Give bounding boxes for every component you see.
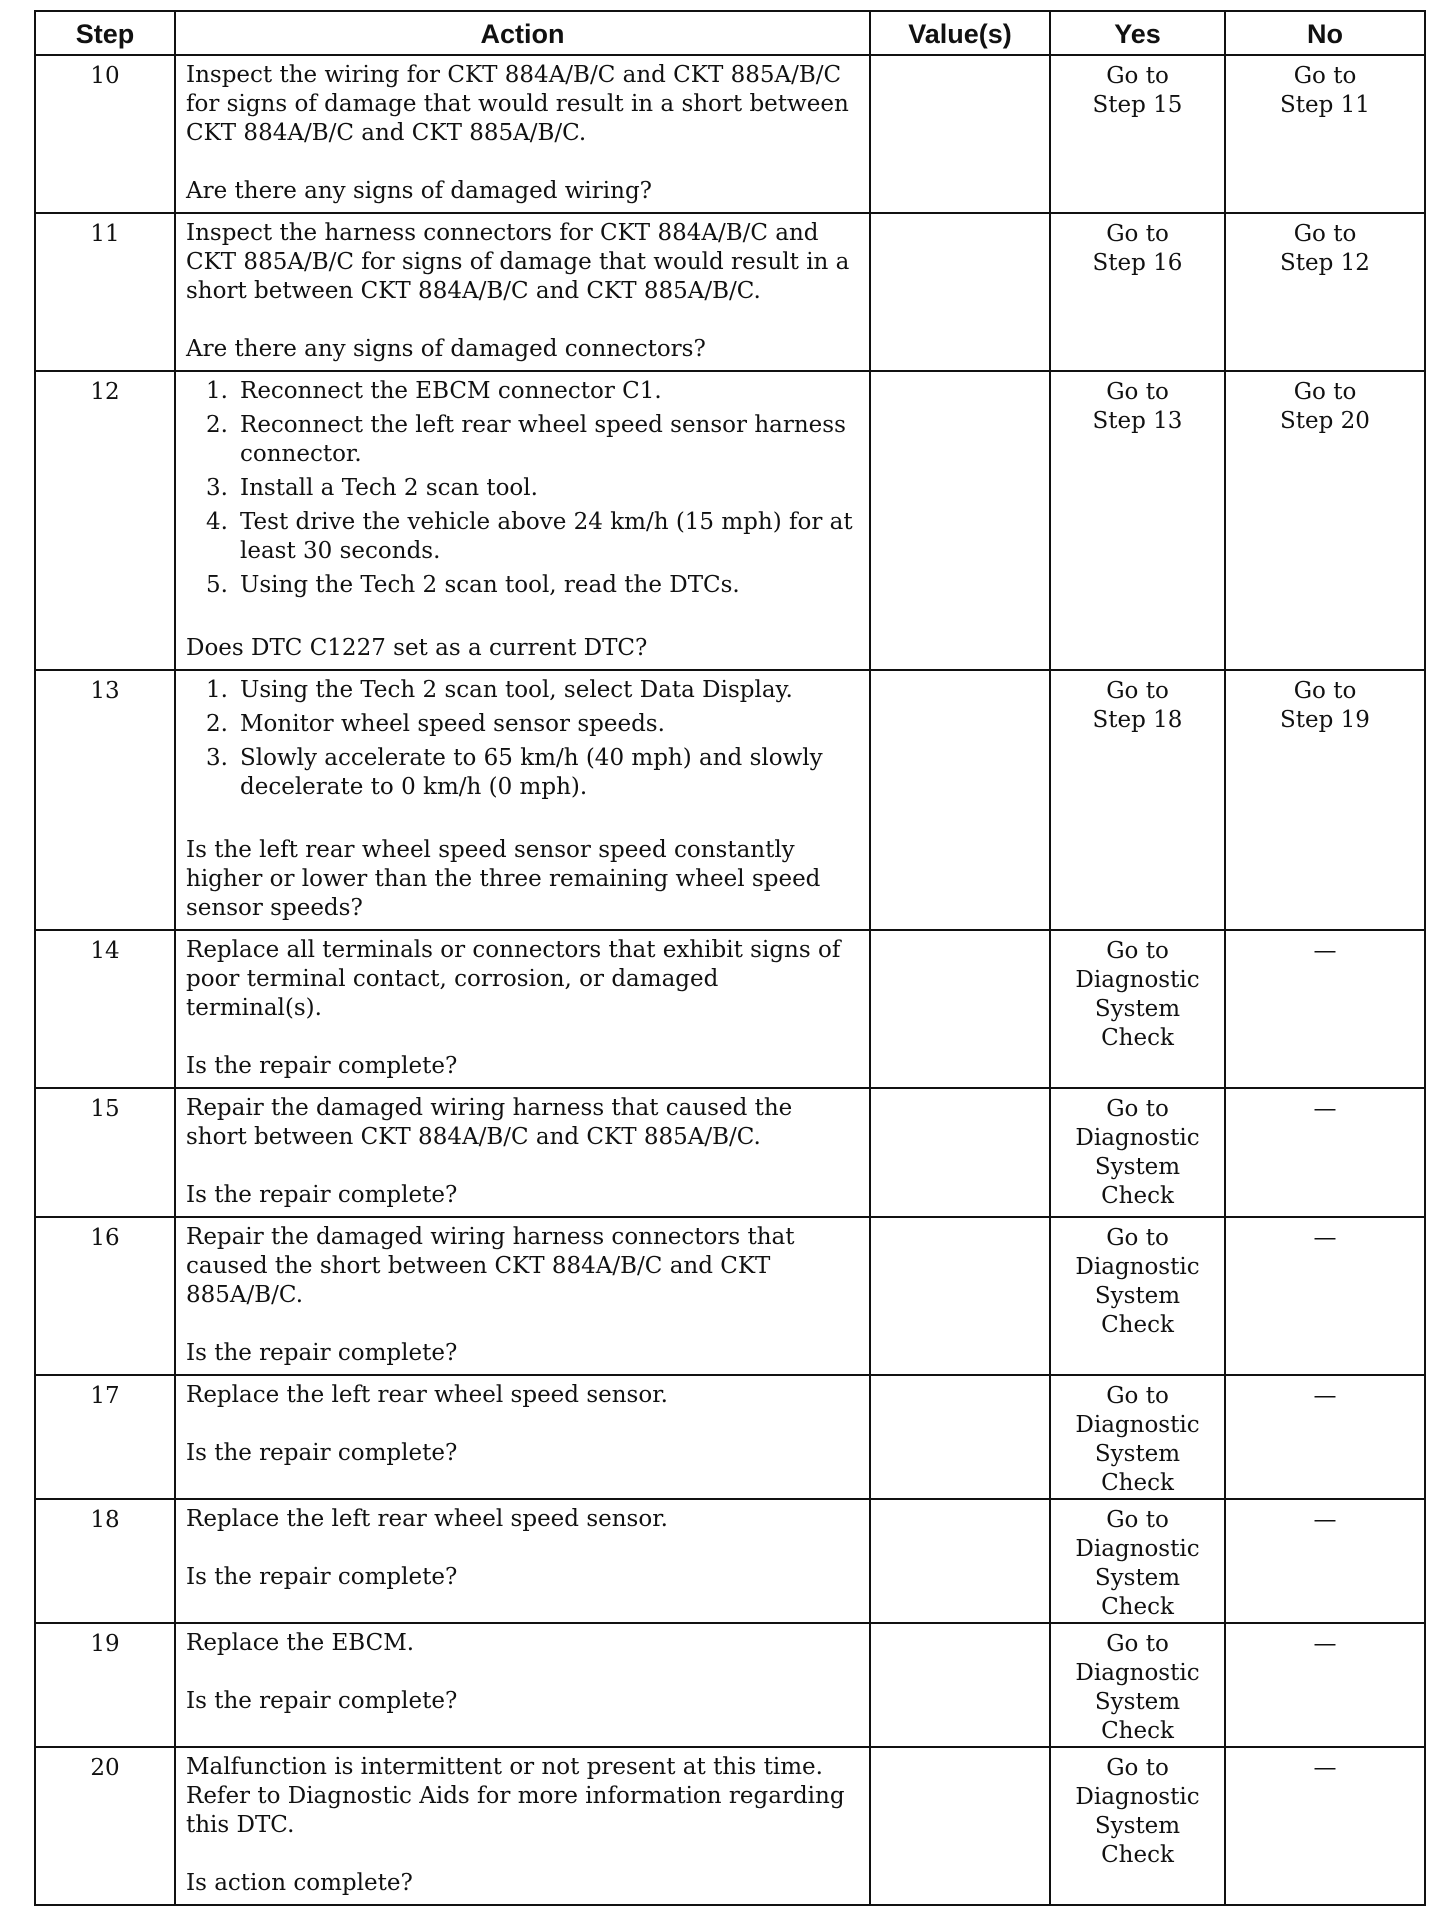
yes-result-text: Check <box>1101 1183 1174 1209</box>
question-text: Is the repair complete? <box>186 1182 458 1208</box>
yes-result-text: System <box>1094 1565 1181 1591</box>
yes-result-text: Go to <box>1106 379 1169 405</box>
action-text: Replace the left rear wheel speed sensor. <box>186 1382 668 1408</box>
step-number: 10 <box>35 55 175 213</box>
yes-result-text: Go to <box>1106 1507 1169 1533</box>
table-row <box>35 670 1425 930</box>
no-result-text: Go to <box>1293 379 1357 405</box>
procedure-item-number: 4. <box>206 509 228 535</box>
no-result <box>1225 1088 1425 1217</box>
table-row <box>35 1499 1425 1623</box>
action-text: Replace the left rear wheel speed sensor. <box>186 1506 668 1532</box>
no-result <box>1225 1217 1425 1375</box>
spacer <box>186 1310 859 1339</box>
step-number: 20 <box>35 1747 175 1905</box>
no-result <box>1225 55 1425 213</box>
action-cell <box>175 1375 870 1499</box>
spacer <box>186 605 859 634</box>
action-cell <box>175 670 870 930</box>
procedure-item-number: 2. <box>206 412 228 438</box>
yes-result-text: Diagnostic <box>1075 967 1200 993</box>
value-cell <box>870 1623 1050 1747</box>
no-result-text: Go to <box>1293 221 1357 247</box>
yes-result-text: Check <box>1101 1312 1174 1338</box>
no-result-text: — <box>1313 1096 1337 1122</box>
action-text: Repair the damaged wiring harness that caused the short between CKT 884A/B/C and CKT 885A/B/C. <box>186 1095 793 1150</box>
value-cell <box>870 1375 1050 1499</box>
procedure-item-text: Slowly accelerate to 65 km/h (40 mph) and slowly decelerate to 0 km/h (0 mph). <box>240 745 823 800</box>
yes-result-text: Step 18 <box>1092 707 1183 733</box>
no-result-text: — <box>1313 1631 1337 1657</box>
yes-result <box>1050 1088 1225 1217</box>
yes-result-text: Diagnostic <box>1075 1536 1200 1562</box>
yes-result-text: System <box>1094 996 1181 1022</box>
no-result <box>1225 670 1425 930</box>
action-cell <box>175 1747 870 1905</box>
yes-result-text: System <box>1094 1283 1181 1309</box>
procedure-item-text: Reconnect the EBCM connector C1. <box>240 378 662 404</box>
procedure-item <box>206 571 859 600</box>
yes-result <box>1050 1747 1225 1905</box>
yes-result-text: Step 16 <box>1092 250 1183 276</box>
action-text: Refer to Diagnostic Aids for more information regarding this DTC. <box>186 1783 845 1838</box>
table-row <box>35 930 1425 1088</box>
procedure-item-number: 3. <box>206 475 228 501</box>
header-step: Step <box>35 11 175 55</box>
diagnostic-table-page <box>34 10 1424 1906</box>
no-result-text: — <box>1313 1225 1337 1251</box>
yes-result-text: Go to <box>1106 1383 1169 1409</box>
yes-result-text: System <box>1094 1441 1181 1467</box>
spacer <box>186 1534 859 1563</box>
no-result <box>1225 1375 1425 1499</box>
no-result <box>1225 1499 1425 1623</box>
yes-result <box>1050 670 1225 930</box>
yes-result <box>1050 930 1225 1088</box>
no-result <box>1225 930 1425 1088</box>
question-text: Are there any signs of damaged connectors? <box>186 336 706 362</box>
no-result-text: — <box>1313 1383 1337 1409</box>
header-no: No <box>1225 11 1425 55</box>
yes-result <box>1050 371 1225 670</box>
value-cell <box>870 670 1050 930</box>
question-text: Is the repair complete? <box>186 1688 458 1714</box>
no-result <box>1225 1747 1425 1905</box>
spacer <box>186 1410 859 1439</box>
value-cell <box>870 1747 1050 1905</box>
yes-result <box>1050 1499 1225 1623</box>
header-action: Action <box>175 11 870 55</box>
yes-result-text: Step 15 <box>1092 92 1183 118</box>
step-number: 13 <box>35 670 175 930</box>
yes-result-text: Go to <box>1106 678 1169 704</box>
yes-result-text: Go to <box>1106 221 1169 247</box>
action-cell <box>175 371 870 670</box>
action-cell <box>175 1088 870 1217</box>
table-row <box>35 1375 1425 1499</box>
procedure-item-text: Reconnect the left rear wheel speed sensor harness connector. <box>240 412 846 467</box>
spacer <box>186 1023 859 1052</box>
step-number: 19 <box>35 1623 175 1747</box>
procedure-item-number: 2. <box>206 711 228 737</box>
yes-result-text: Go to <box>1106 938 1169 964</box>
no-result-text: — <box>1313 938 1337 964</box>
no-result-text: — <box>1313 1755 1337 1781</box>
yes-result-text: Check <box>1101 1470 1174 1496</box>
no-result-text: Step 20 <box>1280 408 1370 434</box>
procedure-item-text: Install a Tech 2 scan tool. <box>240 475 538 501</box>
action-text: Replace all terminals or connectors that exhibit signs of poor terminal contact, corrosion, or damaged terminal(s). <box>186 937 841 1021</box>
step-number: 14 <box>35 930 175 1088</box>
yes-result-text: Diagnostic <box>1075 1125 1200 1151</box>
spacer <box>186 1840 859 1869</box>
procedure-item-number: 1. <box>206 378 228 404</box>
value-cell <box>870 213 1050 371</box>
question-text: Does DTC C1227 set as a current DTC? <box>186 635 648 661</box>
value-cell <box>870 1217 1050 1375</box>
step-number: 15 <box>35 1088 175 1217</box>
yes-result-text: System <box>1094 1689 1181 1715</box>
question-text: Is the repair complete? <box>186 1440 458 1466</box>
header-yes: Yes <box>1050 11 1225 55</box>
table-row <box>35 213 1425 371</box>
procedure-item <box>206 744 859 802</box>
action-cell <box>175 1623 870 1747</box>
action-text: Repair the damaged wiring harness connectors that caused the short between CKT 884A/B/C and CKT 885A/B/C. <box>186 1224 795 1308</box>
yes-result-text: Go to <box>1106 1225 1169 1251</box>
yes-result-text: Diagnostic <box>1075 1412 1200 1438</box>
step-number: 16 <box>35 1217 175 1375</box>
yes-result <box>1050 1217 1225 1375</box>
table-row <box>35 1623 1425 1747</box>
question-text: Is the left rear wheel speed sensor speed constantly higher or lower than the three remaining wheel speed sensor speeds? <box>186 837 821 921</box>
spacer <box>186 306 859 335</box>
table-row <box>35 371 1425 670</box>
procedure-item-text: Using the Tech 2 scan tool, read the DTCs. <box>240 572 740 598</box>
procedure-list <box>186 377 859 600</box>
action-cell <box>175 55 870 213</box>
question-text: Are there any signs of damaged wiring? <box>186 178 653 204</box>
action-cell <box>175 930 870 1088</box>
table-row <box>35 55 1425 213</box>
action-text: Inspect the wiring for CKT 884A/B/C and CKT 885A/B/C for signs of damage that would result in a short between CKT 884A/B/C and CKT 885A/B/C. <box>186 62 849 146</box>
yes-result <box>1050 213 1225 371</box>
procedure-item-text: Monitor wheel speed sensor speeds. <box>240 711 665 737</box>
spacer <box>186 1152 859 1181</box>
yes-result <box>1050 1375 1225 1499</box>
procedure-item-number: 1. <box>206 677 228 703</box>
step-number: 17 <box>35 1375 175 1499</box>
no-result-text: Step 12 <box>1280 250 1370 276</box>
no-result-text: Step 11 <box>1280 92 1370 118</box>
step-number: 12 <box>35 371 175 670</box>
question-text: Is the repair complete? <box>186 1340 458 1366</box>
no-result-text: Go to <box>1293 63 1357 89</box>
yes-result-text: Diagnostic <box>1075 1660 1200 1686</box>
procedure-item <box>206 377 859 406</box>
yes-result-text: Go to <box>1106 1631 1169 1657</box>
yes-result-text: System <box>1094 1813 1181 1839</box>
table-row <box>35 1217 1425 1375</box>
yes-result-text: Check <box>1101 1718 1174 1744</box>
no-result <box>1225 371 1425 670</box>
step-number: 18 <box>35 1499 175 1623</box>
value-cell <box>870 1088 1050 1217</box>
spacer <box>186 807 859 836</box>
yes-result-text: Go to <box>1106 1755 1169 1781</box>
yes-result-text: Go to <box>1106 63 1169 89</box>
procedure-item-text: Test drive the vehicle above 24 km/h (15 mph) for at least 30 seconds. <box>240 509 853 564</box>
procedure-item <box>206 474 859 503</box>
procedure-item <box>206 710 859 739</box>
diagnostic-table <box>34 10 1426 1906</box>
step-number: 11 <box>35 213 175 371</box>
no-result-text: Step 19 <box>1280 707 1370 733</box>
procedure-item <box>206 676 859 705</box>
value-cell <box>870 1499 1050 1623</box>
question-text: Is the repair complete? <box>186 1564 458 1590</box>
action-cell <box>175 1499 870 1623</box>
no-result-text: — <box>1313 1507 1337 1533</box>
yes-result-text: Go to <box>1106 1096 1169 1122</box>
yes-result <box>1050 1623 1225 1747</box>
procedure-item <box>206 508 859 566</box>
no-result-text: Go to <box>1293 678 1357 704</box>
procedure-item <box>206 411 859 469</box>
value-cell <box>870 55 1050 213</box>
procedure-item-number: 5. <box>206 572 228 598</box>
procedure-item-text: Using the Tech 2 scan tool, select Data Display. <box>240 677 793 703</box>
action-text: Malfunction is intermittent or not present at this time. <box>186 1754 823 1780</box>
yes-result <box>1050 55 1225 213</box>
action-text: Inspect the harness connectors for CKT 884A/B/C and CKT 885A/B/C for signs of damage that would result in a short between CKT 884A/B/C and CKT 885A/B/C. <box>186 220 850 304</box>
procedure-list <box>186 676 859 802</box>
procedure-item-number: 3. <box>206 745 228 771</box>
no-result <box>1225 1623 1425 1747</box>
action-cell <box>175 1217 870 1375</box>
yes-result-text: Check <box>1101 1842 1174 1868</box>
value-cell <box>870 371 1050 670</box>
yes-result-text: System <box>1094 1154 1181 1180</box>
yes-result-text: Step 13 <box>1092 408 1183 434</box>
yes-result-text: Diagnostic <box>1075 1784 1200 1810</box>
table-row <box>35 1088 1425 1217</box>
yes-result-text: Diagnostic <box>1075 1254 1200 1280</box>
question-text: Is the repair complete? <box>186 1053 458 1079</box>
no-result <box>1225 213 1425 371</box>
yes-result-text: Check <box>1101 1594 1174 1620</box>
table-row <box>35 1747 1425 1905</box>
spacer <box>186 148 859 177</box>
header-values: Value(s) <box>870 11 1050 55</box>
spacer <box>186 1658 859 1687</box>
action-cell <box>175 213 870 371</box>
action-text: Replace the EBCM. <box>186 1630 415 1656</box>
value-cell <box>870 930 1050 1088</box>
yes-result-text: Check <box>1101 1025 1174 1051</box>
table-header-row <box>35 11 1425 55</box>
question-text: Is action complete? <box>186 1870 413 1896</box>
table-body <box>35 55 1425 1905</box>
